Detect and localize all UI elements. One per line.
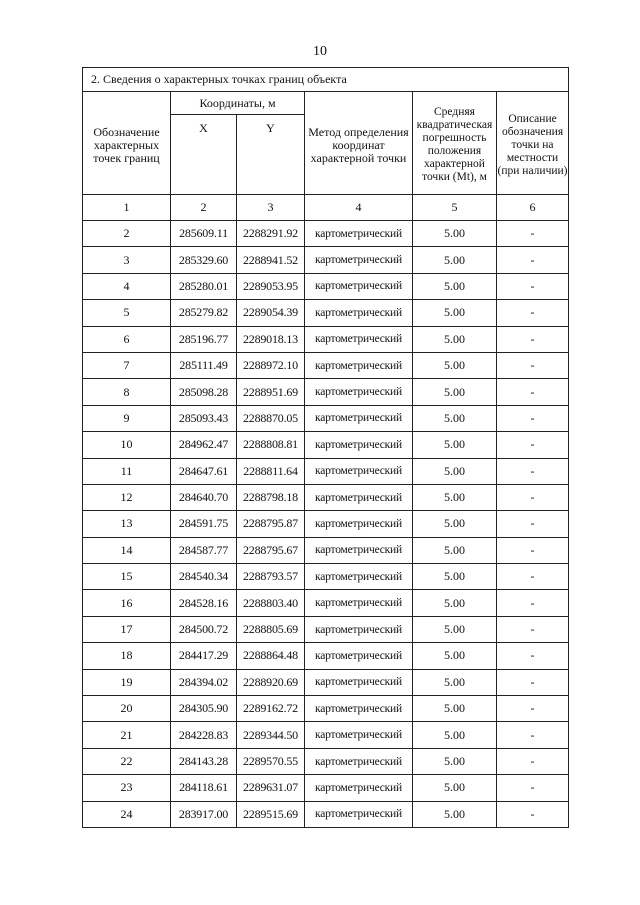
cell-error: 5.00 bbox=[413, 326, 497, 352]
cell-x: 284118.61 bbox=[171, 775, 237, 801]
cell-method: картометрический bbox=[305, 511, 413, 537]
cell-point: 3 bbox=[83, 247, 171, 273]
cell-error: 5.00 bbox=[413, 432, 497, 458]
cell-y: 2288951.69 bbox=[237, 379, 305, 405]
table-row bbox=[83, 537, 569, 563]
table-row bbox=[83, 484, 569, 510]
cell-point: 11 bbox=[83, 458, 171, 484]
cell-point: 2 bbox=[83, 221, 171, 247]
cell-method: картометрический bbox=[305, 643, 413, 669]
cell-description: - bbox=[497, 221, 569, 247]
cell-y: 2288864.48 bbox=[237, 643, 305, 669]
cell-y: 2288920.69 bbox=[237, 669, 305, 695]
cell-x: 285196.77 bbox=[171, 326, 237, 352]
table-row bbox=[83, 379, 569, 405]
column-number: 6 bbox=[497, 195, 569, 221]
cell-point: 22 bbox=[83, 748, 171, 774]
cell-y: 2289053.95 bbox=[237, 273, 305, 299]
cell-method: картометрический bbox=[305, 300, 413, 326]
cell-y: 2288972.10 bbox=[237, 352, 305, 378]
column-number-row bbox=[83, 195, 569, 221]
table-row bbox=[83, 616, 569, 642]
cell-method: картометрический bbox=[305, 801, 413, 827]
cell-description: - bbox=[497, 352, 569, 378]
cell-description: - bbox=[497, 722, 569, 748]
cell-x: 284591.75 bbox=[171, 511, 237, 537]
cell-error: 5.00 bbox=[413, 458, 497, 484]
cell-point: 16 bbox=[83, 590, 171, 616]
cell-x: 284540.34 bbox=[171, 564, 237, 590]
cell-y: 2288808.81 bbox=[237, 432, 305, 458]
cell-x: 284500.72 bbox=[171, 616, 237, 642]
cell-y: 2289018.13 bbox=[237, 326, 305, 352]
cell-description: - bbox=[497, 537, 569, 563]
table-row bbox=[83, 300, 569, 326]
header-x: X bbox=[171, 115, 237, 195]
cell-method: картометрический bbox=[305, 564, 413, 590]
cell-x: 284640.70 bbox=[171, 484, 237, 510]
cell-error: 5.00 bbox=[413, 775, 497, 801]
cell-description: - bbox=[497, 432, 569, 458]
cell-point: 7 bbox=[83, 352, 171, 378]
table-row bbox=[83, 696, 569, 722]
cell-description: - bbox=[497, 484, 569, 510]
cell-description: - bbox=[497, 775, 569, 801]
cell-description: - bbox=[497, 643, 569, 669]
cell-description: - bbox=[497, 300, 569, 326]
table-row bbox=[83, 722, 569, 748]
cell-point: 12 bbox=[83, 484, 171, 510]
cell-description: - bbox=[497, 379, 569, 405]
cell-point: 5 bbox=[83, 300, 171, 326]
cell-error: 5.00 bbox=[413, 379, 497, 405]
cell-method: картометрический bbox=[305, 696, 413, 722]
header-coordinates: Координаты, м bbox=[171, 92, 305, 115]
cell-y: 2288805.69 bbox=[237, 616, 305, 642]
cell-method: картометрический bbox=[305, 352, 413, 378]
cell-x: 285098.28 bbox=[171, 379, 237, 405]
cell-description: - bbox=[497, 511, 569, 537]
cell-point: 6 bbox=[83, 326, 171, 352]
cell-description: - bbox=[497, 669, 569, 695]
table-row bbox=[83, 273, 569, 299]
table-row bbox=[83, 352, 569, 378]
column-number: 4 bbox=[305, 195, 413, 221]
cell-method: картометрический bbox=[305, 484, 413, 510]
cell-error: 5.00 bbox=[413, 247, 497, 273]
section-title: 2. Сведения о характерных точках границ объекта bbox=[83, 68, 569, 92]
cell-y: 2289344.50 bbox=[237, 722, 305, 748]
cell-point: 4 bbox=[83, 273, 171, 299]
cell-error: 5.00 bbox=[413, 564, 497, 590]
cell-error: 5.00 bbox=[413, 300, 497, 326]
cell-error: 5.00 bbox=[413, 801, 497, 827]
boundary-points-table bbox=[82, 67, 569, 828]
header-description: Описание обозначения точки на местности (при наличии) bbox=[497, 92, 569, 195]
cell-description: - bbox=[497, 564, 569, 590]
table-row bbox=[83, 801, 569, 827]
cell-error: 5.00 bbox=[413, 696, 497, 722]
cell-method: картометрический bbox=[305, 221, 413, 247]
cell-error: 5.00 bbox=[413, 405, 497, 431]
cell-method: картометрический bbox=[305, 273, 413, 299]
cell-error: 5.00 bbox=[413, 590, 497, 616]
cell-y: 2288870.05 bbox=[237, 405, 305, 431]
cell-method: картометрический bbox=[305, 537, 413, 563]
cell-y: 2289570.55 bbox=[237, 748, 305, 774]
cell-point: 19 bbox=[83, 669, 171, 695]
cell-method: картометрический bbox=[305, 458, 413, 484]
cell-point: 8 bbox=[83, 379, 171, 405]
cell-x: 285111.49 bbox=[171, 352, 237, 378]
cell-error: 5.00 bbox=[413, 511, 497, 537]
cell-error: 5.00 bbox=[413, 537, 497, 563]
cell-description: - bbox=[497, 748, 569, 774]
cell-y: 2288291.92 bbox=[237, 221, 305, 247]
cell-point: 23 bbox=[83, 775, 171, 801]
cell-error: 5.00 bbox=[413, 748, 497, 774]
cell-method: картометрический bbox=[305, 405, 413, 431]
column-number: 2 bbox=[171, 195, 237, 221]
table-row bbox=[83, 643, 569, 669]
cell-y: 2288793.57 bbox=[237, 564, 305, 590]
cell-x: 285279.82 bbox=[171, 300, 237, 326]
cell-x: 285329.60 bbox=[171, 247, 237, 273]
cell-error: 5.00 bbox=[413, 221, 497, 247]
cell-method: картометрический bbox=[305, 247, 413, 273]
table-row bbox=[83, 564, 569, 590]
cell-error: 5.00 bbox=[413, 484, 497, 510]
cell-point: 15 bbox=[83, 564, 171, 590]
cell-x: 284228.83 bbox=[171, 722, 237, 748]
cell-method: картометрический bbox=[305, 748, 413, 774]
cell-y: 2289162.72 bbox=[237, 696, 305, 722]
cell-point: 18 bbox=[83, 643, 171, 669]
cell-method: картометрический bbox=[305, 379, 413, 405]
cell-method: картометрический bbox=[305, 590, 413, 616]
cell-y: 2288798.18 bbox=[237, 484, 305, 510]
cell-x: 285609.11 bbox=[171, 221, 237, 247]
table-row bbox=[83, 326, 569, 352]
cell-error: 5.00 bbox=[413, 722, 497, 748]
cell-y: 2288795.87 bbox=[237, 511, 305, 537]
table-row bbox=[83, 247, 569, 273]
cell-x: 284528.16 bbox=[171, 590, 237, 616]
cell-y: 2288811.64 bbox=[237, 458, 305, 484]
cell-point: 17 bbox=[83, 616, 171, 642]
table-row bbox=[83, 405, 569, 431]
cell-method: картометрический bbox=[305, 326, 413, 352]
cell-description: - bbox=[497, 616, 569, 642]
cell-method: картометрический bbox=[305, 432, 413, 458]
cell-method: картометрический bbox=[305, 616, 413, 642]
cell-x: 284394.02 bbox=[171, 669, 237, 695]
cell-y: 2288803.40 bbox=[237, 590, 305, 616]
table-row bbox=[83, 748, 569, 774]
column-number: 3 bbox=[237, 195, 305, 221]
table-row bbox=[83, 669, 569, 695]
header-method: Метод определения координат характерной точки bbox=[305, 92, 413, 195]
cell-y: 2289631.07 bbox=[237, 775, 305, 801]
column-number: 5 bbox=[413, 195, 497, 221]
cell-method: картометрический bbox=[305, 669, 413, 695]
cell-point: 24 bbox=[83, 801, 171, 827]
cell-description: - bbox=[497, 273, 569, 299]
cell-method: картометрический bbox=[305, 722, 413, 748]
cell-x: 284587.77 bbox=[171, 537, 237, 563]
table-row bbox=[83, 511, 569, 537]
cell-x: 285280.01 bbox=[171, 273, 237, 299]
cell-x: 284647.61 bbox=[171, 458, 237, 484]
header-error: Средняя квадратическая погрешность положения характерной точки (Mt), м bbox=[413, 92, 497, 195]
cell-x: 284417.29 bbox=[171, 643, 237, 669]
table-row bbox=[83, 221, 569, 247]
cell-point: 13 bbox=[83, 511, 171, 537]
cell-y: 2289054.39 bbox=[237, 300, 305, 326]
cell-x: 284305.90 bbox=[171, 696, 237, 722]
cell-x: 284962.47 bbox=[171, 432, 237, 458]
cell-point: 9 bbox=[83, 405, 171, 431]
table-row bbox=[83, 432, 569, 458]
cell-y: 2288941.52 bbox=[237, 247, 305, 273]
header-point-designation: Обозначение характерных точек границ bbox=[83, 92, 171, 195]
cell-y: 2288795.67 bbox=[237, 537, 305, 563]
cell-description: - bbox=[497, 696, 569, 722]
cell-x: 285093.43 bbox=[171, 405, 237, 431]
cell-error: 5.00 bbox=[413, 643, 497, 669]
cell-point: 20 bbox=[83, 696, 171, 722]
cell-point: 21 bbox=[83, 722, 171, 748]
cell-error: 5.00 bbox=[413, 669, 497, 695]
cell-y: 2289515.69 bbox=[237, 801, 305, 827]
table-row bbox=[83, 775, 569, 801]
table-row bbox=[83, 590, 569, 616]
cell-description: - bbox=[497, 405, 569, 431]
cell-point: 14 bbox=[83, 537, 171, 563]
cell-error: 5.00 bbox=[413, 616, 497, 642]
cell-error: 5.00 bbox=[413, 273, 497, 299]
cell-description: - bbox=[497, 326, 569, 352]
cell-description: - bbox=[497, 590, 569, 616]
cell-error: 5.00 bbox=[413, 352, 497, 378]
cell-x: 284143.28 bbox=[171, 748, 237, 774]
cell-description: - bbox=[497, 801, 569, 827]
table-row bbox=[83, 458, 569, 484]
cell-description: - bbox=[497, 458, 569, 484]
cell-point: 10 bbox=[83, 432, 171, 458]
header-y: Y bbox=[237, 115, 305, 195]
column-number: 1 bbox=[83, 195, 171, 221]
page-number: 10 bbox=[313, 44, 327, 59]
cell-description: - bbox=[497, 247, 569, 273]
cell-method: картометрический bbox=[305, 775, 413, 801]
cell-x: 283917.00 bbox=[171, 801, 237, 827]
